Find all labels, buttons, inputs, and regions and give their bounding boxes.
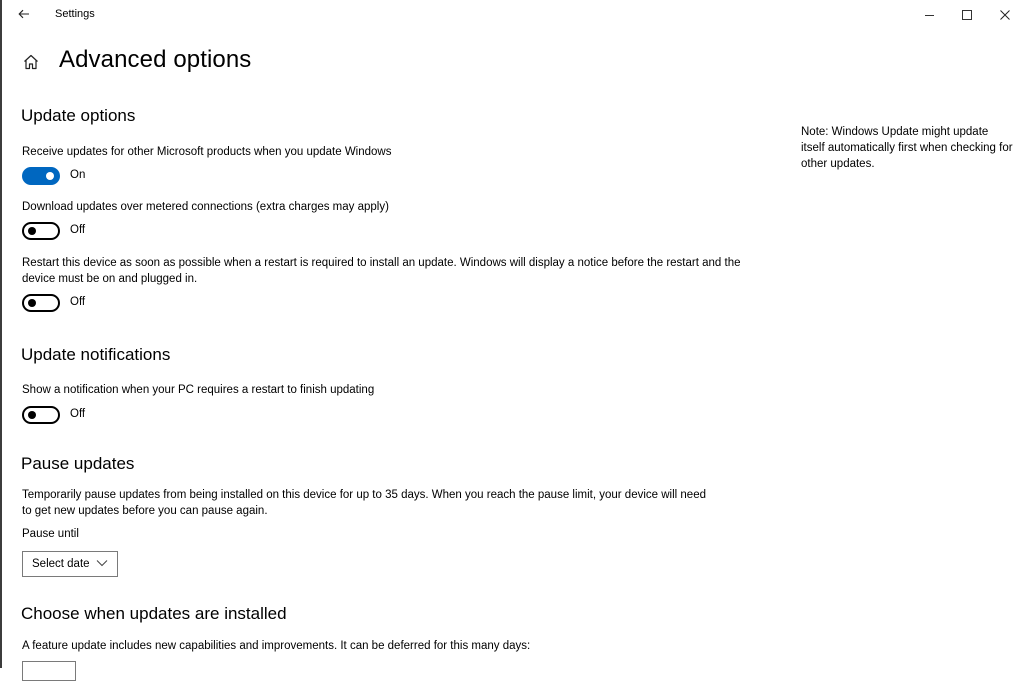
update-notifications-heading: Update notifications <box>21 345 171 364</box>
pause-updates-heading: Pause updates <box>21 454 135 473</box>
close-icon <box>1000 10 1010 20</box>
restart-notification-label: Show a notification when your PC requires a restart to finish updating <box>22 384 375 396</box>
maximize-icon <box>962 10 972 20</box>
restart-asap-state: Off <box>70 296 86 308</box>
toggle-knob <box>28 411 36 419</box>
toggle-knob <box>46 172 54 180</box>
restart-notification-state: Off <box>70 408 86 420</box>
window-left-edge <box>0 0 2 668</box>
select-date-value: Select date <box>32 558 90 570</box>
toggle-knob <box>28 299 36 307</box>
home-icon[interactable] <box>22 53 40 71</box>
arrow-left-icon <box>18 9 30 19</box>
receive-updates-toggle[interactable] <box>22 167 60 185</box>
choose-when-heading: Choose when updates are installed <box>21 604 287 623</box>
restart-notification-toggle[interactable] <box>22 406 60 424</box>
close-button[interactable] <box>986 0 1023 30</box>
chevron-down-icon <box>96 559 108 567</box>
metered-download-label: Download updates over metered connections (extra charges may apply) <box>22 201 389 213</box>
pause-until-label: Pause until <box>22 528 79 540</box>
pause-updates-description: Temporarily pause updates from being installed on this device for up to 35 days. When you reach the pause limit, your device will need to get new updates before you can pause again. <box>22 489 706 517</box>
receive-updates-label: Receive updates for other Microsoft products when you update Windows <box>22 146 392 158</box>
page-title: Advanced options <box>59 46 252 73</box>
receive-updates-state: On <box>70 169 86 181</box>
toggle-knob <box>28 227 36 235</box>
minimize-button[interactable] <box>910 0 948 30</box>
feature-update-description: A feature update includes new capabilities and improvements. It can be deferred for this many days: <box>22 640 531 652</box>
restart-asap-toggle[interactable] <box>22 294 60 312</box>
app-title: Settings <box>55 8 95 20</box>
metered-download-toggle[interactable] <box>22 222 60 240</box>
minimize-icon <box>925 15 934 16</box>
back-button[interactable] <box>12 4 36 26</box>
select-date-dropdown[interactable] <box>22 551 118 577</box>
update-options-heading: Update options <box>21 106 136 125</box>
title-bar <box>2 0 1023 30</box>
restart-asap-label: Restart this device as soon as possible when a restart is required to install an update. Windows will display a notice before the restart and the device must be on and plugged in. <box>22 257 741 285</box>
feature-deferral-dropdown[interactable] <box>22 661 76 681</box>
side-note: Note: Windows Update might update itself automatically first when checking for other updates. <box>801 126 1013 170</box>
maximize-button[interactable] <box>948 0 986 30</box>
metered-download-state: Off <box>70 224 86 236</box>
